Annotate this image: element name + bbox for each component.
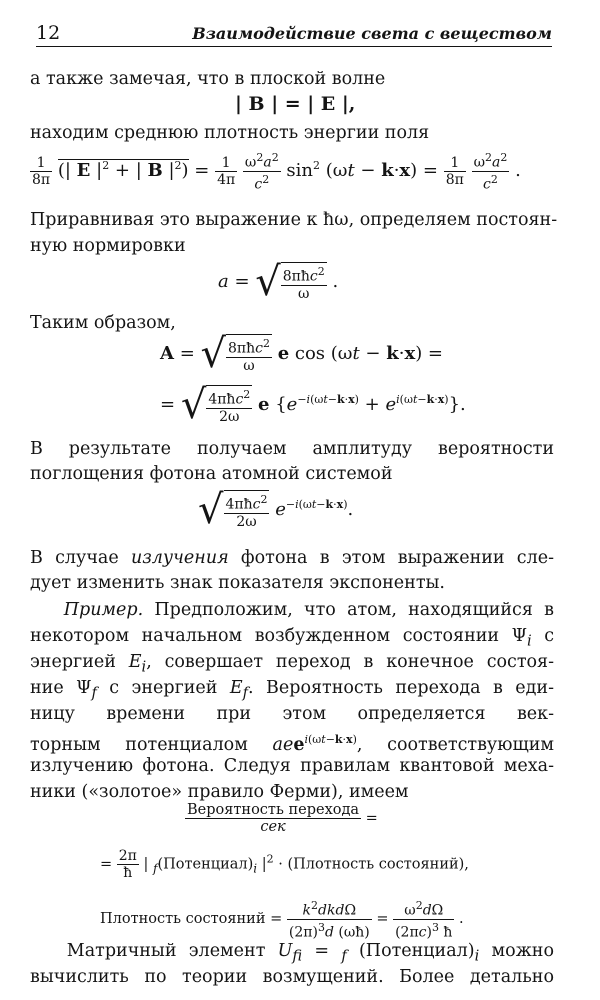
page-header <box>36 20 552 46</box>
text-line: Матричный элемент $U_{fi} = _f$ $(Потенциал)_i$ можно <box>66 941 554 965</box>
text-line: вычислить по теории возмущений. Более детально <box>30 967 554 987</box>
equation-transition-rate: $\frac{\text{Вероятность перехода}}{\text{сек}}$ = <box>187 802 378 835</box>
text-line: В результате получаем амплитуду вероятности <box>30 439 554 459</box>
equation-golden-rule: = $\frac{2\pi}{ħ}$ | $_f(Потенциал)_i$ $|^2$ · (Плотность состояний), <box>100 848 469 881</box>
text-line: поглощения фотона атомной системой <box>30 464 393 484</box>
equation-density-of-states: Плотность состояний = $\frac{k^2dkd\Omega}{(2\pi)^3d (\omega ħ)}$ = $\frac{\omega^2d\Omega}{(2\pi c)^3 ħ}$ . <box>100 899 464 941</box>
text-line: торным потенциалом aee$^{i(\omega t-k\cdot x)}$, соответствующим <box>30 733 554 755</box>
text-line: Приравнивая это выражение к ħω, определяем постоян- <box>30 210 558 230</box>
text-line: энергией $E_i$, совершает переход в конечное состоя- <box>30 652 554 676</box>
text-line: излучению фотона. Следуя правилам квантовой меха- <box>30 756 554 776</box>
equation-absorption-amplitude: √ $\frac{4\pi ħc^2}{2\omega}$ $e^{-i(\omega t-k\cdot x)}$. <box>198 487 354 533</box>
text-line: ную нормировки <box>30 236 186 256</box>
equation-vector-potential-exp: = √ $\frac{4\pi ħc^2}{2\omega}$ e $\{e^{-i(\omega t-k\cdot x)} + e^{i(\omega t-k\cdot x)}\}$. <box>160 382 466 428</box>
page-number: 12 <box>36 22 61 44</box>
equation-normalization: a = √ $\frac{8\pi ħc^2}{\omega}$ . <box>218 259 339 305</box>
text-line: дует изменить знак показателя экспоненты. <box>30 573 445 593</box>
text-line: Таким образом, <box>30 313 176 333</box>
text-line: некотором начальном возбужденном состоянии $\Psi_i$ с <box>30 626 554 650</box>
text-line: находим среднюю плотность энергии поля <box>30 123 430 143</box>
header-rule <box>36 46 552 47</box>
text-line: ние $\Psi_f$ с энергией $E_f$. Вероятность перехода в еди- <box>30 678 554 702</box>
equation-energy-density: $\frac{1}{8\pi}$ (| E $|^2$ + | B $|^2$) = $\frac{1}{4\pi}$ $\frac{\omega^2a^2}{c^2}$ $\sin^2 (\omega t - k\cdot x)$ = $\frac{1}{8\pi}$ $\frac{\omega^2a^2}{c^2}$ . <box>32 151 521 193</box>
text-line: ницу времени при этом определяется век- <box>30 704 554 724</box>
text-line: ники («золотое» правило Ферми), имеем <box>30 782 409 802</box>
text-line: а также замечая, что в плоской волне <box>30 69 386 89</box>
equation-b-equals-e: | B | = | E |, <box>235 93 356 115</box>
equation-vector-potential: A = √ $\frac{8\pi ħc^2}{\omega}$ e cos (ωt − k·x) = <box>160 331 444 377</box>
text-line: В случае излучения фотона в этом выражении сле- <box>30 548 554 568</box>
text-line: Пример. Предположим, что атом, находящийся в <box>63 600 554 620</box>
running-title: Взаимодействие света с веществом <box>192 24 552 43</box>
